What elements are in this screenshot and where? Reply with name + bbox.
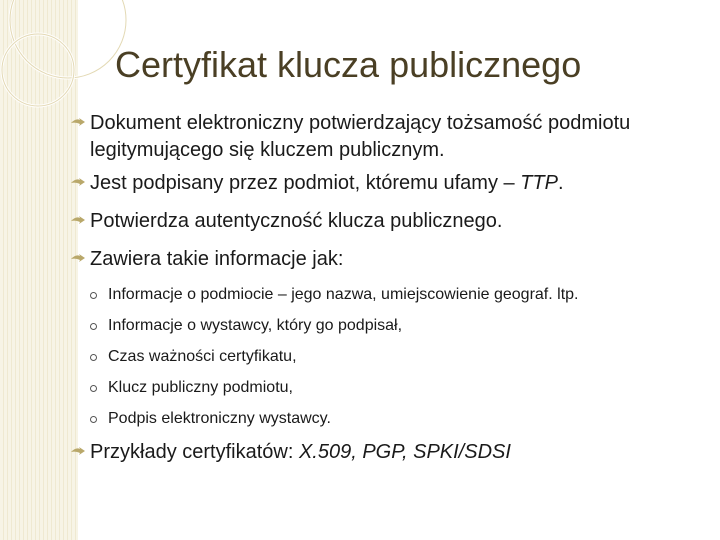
bullet-list [70,110,710,466]
bullet-arrow-icon [70,253,86,265]
sub-bullet-ring-icon [90,292,97,299]
sub-bullet-item [70,347,710,367]
bullet-text: Dokument elektroniczny potwierdzający tożsamość podmiotu legitymującego się kluczem publicznym. [90,112,631,161]
bullet-item [70,208,710,235]
bullet-item [70,170,710,197]
side-decor-panel [0,0,78,540]
sub-bullet-ring-icon [90,354,97,361]
bullet-emphasis: TTP [520,172,558,194]
sub-bullet-item [70,316,710,336]
bullet-arrow-icon [70,446,86,458]
slide-title: Certyfikat klucza publicznego [115,44,582,85]
bullet-text: Potwierdza autentyczność klucza publicznego. [90,210,503,232]
sub-bullet-ring-icon [90,323,97,330]
bullet-text-tail: . [558,172,564,194]
sub-bullet-text: Informacje o podmiocie – jego nazwa, umiejscowienie geograf. ltp. [108,286,579,303]
sub-bullet-ring-icon [90,385,97,392]
bullet-emphasis: X.509, PGP, SPKI/SDSI [298,441,511,463]
bullet-arrow-icon [70,215,86,227]
sub-bullet-item [70,285,710,305]
sub-bullet-ring-icon [90,416,97,423]
bullet-item [70,246,710,273]
sub-bullet-text: Podpis elektroniczny wystawcy. [108,410,331,427]
sub-bullet-text: Czas ważności certyfikatu, [108,348,297,365]
bullet-item [70,110,710,164]
sub-bullet-item [70,409,710,429]
bullet-arrow-icon [70,117,86,129]
sub-bullet-text: Informacje o wystawcy, który go podpisał, [108,317,403,334]
bullet-arrow-icon [70,177,86,189]
sub-bullet-item [70,378,710,398]
bullet-text: Zawiera takie informacje jak: [90,248,344,270]
sub-bullet-text: Klucz publiczny podmiotu, [108,379,293,396]
bullet-text: Przykłady certyfikatów: [90,441,299,463]
bullet-item [70,439,710,466]
bullet-text: Jest podpisany przez podmiot, któremu ufamy – [90,172,521,194]
